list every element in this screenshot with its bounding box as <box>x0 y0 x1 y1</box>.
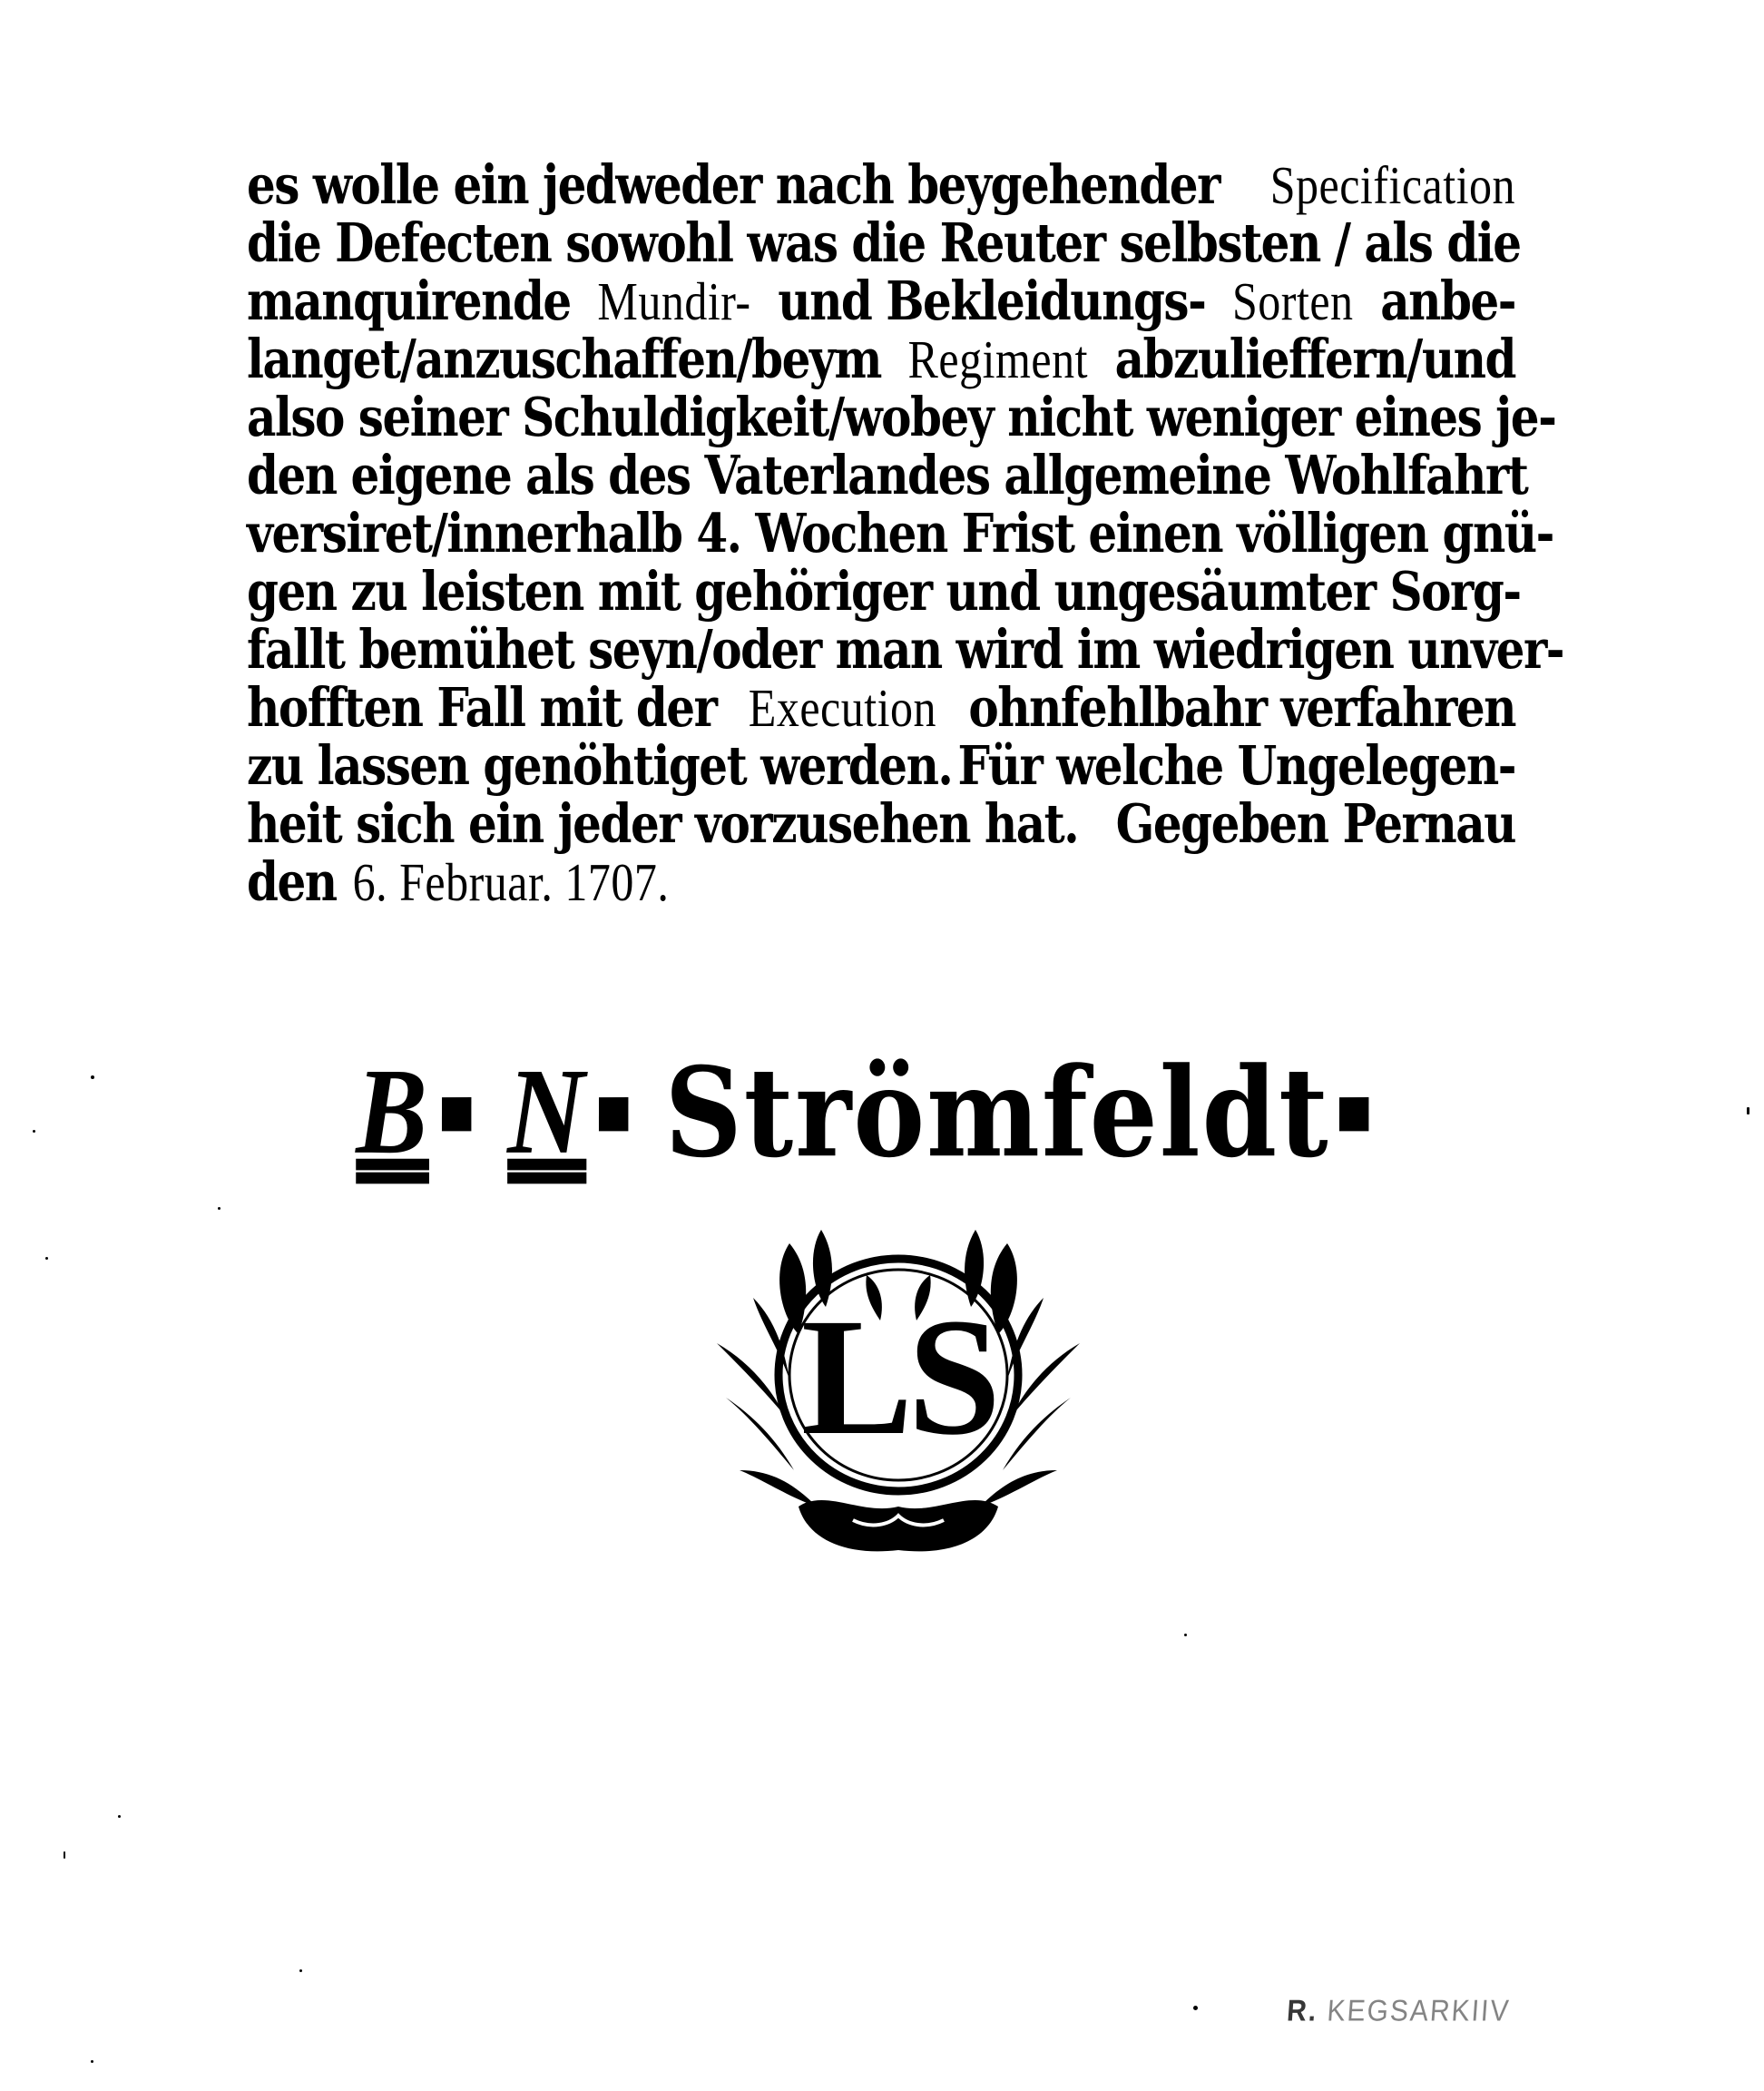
text-segment: zu lassen genöhtiget werden. <box>247 733 953 798</box>
date-text: 6. Februar. 1707. <box>352 851 670 913</box>
text-segment: den <box>247 849 337 914</box>
decree-body-text <box>247 152 1564 914</box>
print-speck <box>1184 1634 1187 1636</box>
text-segment-latin: Specification <box>1269 154 1515 216</box>
seal-monogram: LS <box>800 1284 996 1470</box>
print-speck <box>64 1851 65 1859</box>
text-segment: versiret/innerhalb 4. Wochen Frist einen völligen gnü- <box>247 501 1553 565</box>
text-segment: langet/anzuschaffen/beym <box>247 327 881 391</box>
print-speck <box>33 1130 35 1133</box>
text-segment: hofften Fall mit der <box>247 675 717 740</box>
text-segment: den eigene als des Vaterlandes allgemeine Wohlfahrt <box>247 443 1528 507</box>
signature-initial-2: N <box>507 1043 587 1180</box>
print-speck <box>91 1075 94 1079</box>
print-speck <box>299 1969 302 1972</box>
archive-stamp <box>1285 1995 1511 2035</box>
signature-initial-1: B <box>356 1043 429 1180</box>
text-segment: abzulieffern/und <box>1114 327 1515 391</box>
text-segment: Gegeben Pernau <box>1115 791 1515 856</box>
text-segment-latin: Mundir- <box>597 270 751 332</box>
print-speck <box>1747 1107 1749 1114</box>
print-speck <box>1193 2006 1198 2010</box>
diamond-separator-icon: ◆ <box>1318 1067 1396 1156</box>
text-segment: heit sich ein jeder vorzusehen hat. <box>247 791 1079 856</box>
text-segment: manquirende <box>247 269 571 333</box>
text-segment: gen zu leisten mit gehöriger und ungesäumter Sorg- <box>247 559 1521 623</box>
print-speck <box>218 1207 220 1210</box>
text-segment: es wolle ein jedweder nach beygehender <box>247 152 1220 217</box>
print-speck <box>45 1257 48 1260</box>
text-segment: die Defecten sowohl was die Reuter selbsten / als die <box>247 211 1521 275</box>
archive-stamp-prefix: R. <box>1286 1995 1319 2028</box>
text-segment-latin: Sorten <box>1232 270 1354 332</box>
text-segment-latin: Execution <box>748 677 937 739</box>
signature-surname: Strömfeldt <box>664 1039 1330 1184</box>
text-segment-latin: Regiment <box>907 329 1088 390</box>
text-segment: Für welche Ungelegen- <box>957 733 1515 798</box>
text-segment: also seiner Schuldigkeit/wobey nicht weniger eines je- <box>247 385 1556 449</box>
signature-block <box>356 1034 1396 1191</box>
print-speck <box>118 1815 121 1818</box>
text-segment: fallt bemühet seyn/oder man wird im wiedrigen unver- <box>247 617 1564 682</box>
print-speck <box>91 2060 93 2063</box>
diamond-separator-icon: ◆ <box>579 1067 656 1156</box>
text-segment: anbe- <box>1380 269 1515 333</box>
locus-sigilli-seal <box>699 1207 1098 1570</box>
archive-stamp-text: KEGSARKIIV <box>1326 1995 1512 2028</box>
text-segment: und Bekleidungs- <box>778 269 1206 333</box>
text-line-13-date <box>247 848 1515 917</box>
diamond-separator-icon: ◆ <box>422 1067 498 1156</box>
text-segment: ohnfehlbahr verfahren <box>968 675 1515 740</box>
